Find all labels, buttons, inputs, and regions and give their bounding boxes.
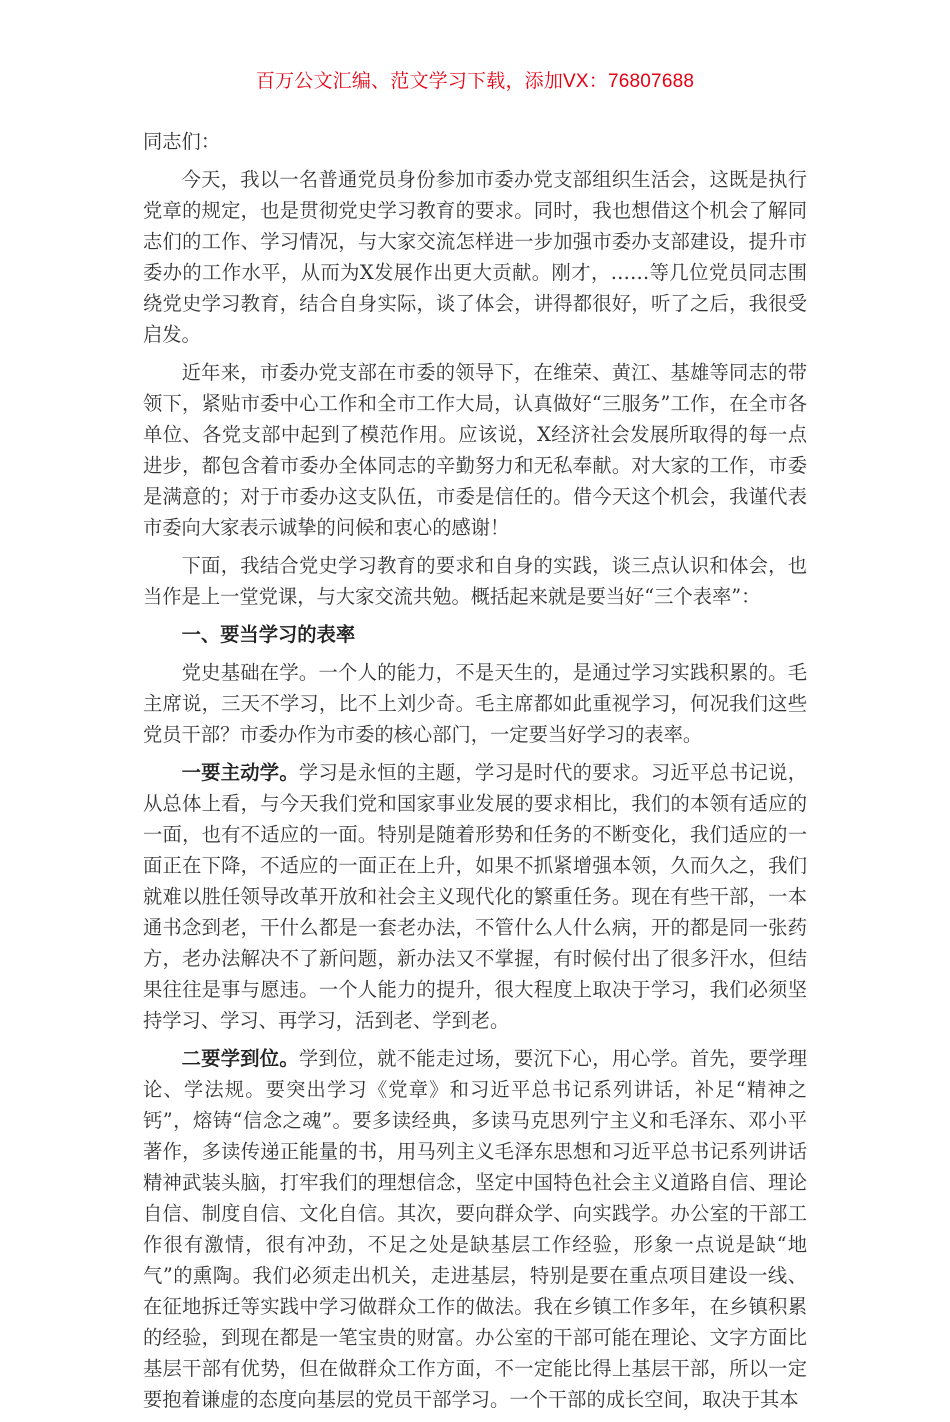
- point-2-body: 学到位，就不能走过场，要沉下心，用心学。首先，要学理论、学法规。要突出学习《党章》和习近平总书记系列讲话，补足“精神之钙”，熔铸“信念之魂”。要多读经典，多读马克思列宁主义和毛泽东、邓小平著作，多读传递正能量的书，用马列主义毛泽东思想和习近平总书记系列讲话精神武装头脑，打牢我们的理想信念，坚定中国特色社会主义道路自信、理论自信、制度自信、文化自信。其次，要向群众学、向实践学。办公室的干部工作很有激情，很有冲劲，不足之处是缺基层工作经验，形象一点说是缺“地气”的熏陶。我们必须走出机关，走进基层，特别是要在重点项目建设一线、在征地拆迁等实践中学习做群众工作的做法。我在乡镇工作多年，在乡镇积累的经验，到现在都是一笔宝贵的财富。办公室的干部可能在理论、文字方面比基层干部有优势，但在做群众工作方面，不一定能比得上基层干部，所以一定要抱着谦虚的态度向基层的党员干部学习。一个干部的成长空间，取决于其本: [143, 1047, 808, 1411]
- document-body: [143, 126, 807, 1422]
- section-intro-1: 党史基础在学。一个人的能力，不是天生的，是通过学习实践积累的。毛主席说，三天不学习，比不上刘少奇。毛主席都如此重视学习，何况我们这些党员干部？市委办作为市委的核心部门，一定要当好学习的表率。: [143, 661, 807, 746]
- point-1: [143, 757, 807, 1036]
- point-2: [143, 1043, 807, 1415]
- watermark-banner: 百万公文汇编、范文学习下载，添加VX：76807688: [255, 71, 695, 92]
- paragraph-appreciation: 近年来，市委办党支部在市委的领导下，在维荣、黄江、基雄等同志的带领下，紧贴市委中心工作和全市工作大局，认真做好“三服务”工作，在全市各单位、各党支部中起到了模范作用。应该说，X经济社会发展所取得的每一点进步，都包含着市委办全体同志的辛勤努力和无私奉献。对大家的工作，市委是满意的；对于市委办这支队伍，市委是信任的。借今天这个机会，我谨代表市委向大家表示诚挚的问候和衷心的感谢！: [143, 361, 807, 539]
- paragraph-opening: 今天，我以一名普通党员身份参加市委办党支部组织生活会，这既是执行党章的规定，也是贯彻党史学习教育的要求。同时，我也想借这个机会了解同志们的工作、学习情况，与大家交流怎样进一步加强市委办支部建设，提升市委办的工作水平，从而为X发展作出更大贡献。刚才，……等几位党员同志围绕党史学习教育，结合自身实际，谈了体会，讲得都很好，听了之后，我很受启发。: [143, 168, 807, 346]
- section-heading-1: 一、要当学习的表率: [181, 623, 356, 646]
- point-2-lead: 二要学到位。: [181, 1047, 299, 1070]
- point-1-lead: 一要主动学。: [181, 761, 299, 784]
- point-1-body: 学习是永恒的主题，学习是时代的要求。习近平总书记说，从总体上看，与今天我们党和国家事业发展的要求相比，我们的本领有适应的一面，也有不适应的一面。特别是随着形势和任务的不断变化，我们适应的一面正在下降，不适应的一面正在上升，如果不抓紧增强本领，久而久之，我们就难以胜任领导改革开放和社会主义现代化的繁重任务。现在有些干部，一本通书念到老，干什么都是一套老办法，不管什么人什么病，开的都是同一张药方，老办法解决不了新问题，新办法又不掌握，有时候付出了很多汗水，但结果往往是事与愿违。一个人能力的提升，很大程度上取决于学习，我们必须坚持学习、学习、再学习，活到老、学到老。: [143, 761, 808, 1032]
- paragraph-outline: 下面，我结合党史学习教育的要求和自身的实践，谈三点认识和体会，也当作是上一堂党课，与大家交流共勉。概括起来就是要当好“三个表率”：: [143, 554, 807, 608]
- salutation: 同志们：: [143, 130, 221, 153]
